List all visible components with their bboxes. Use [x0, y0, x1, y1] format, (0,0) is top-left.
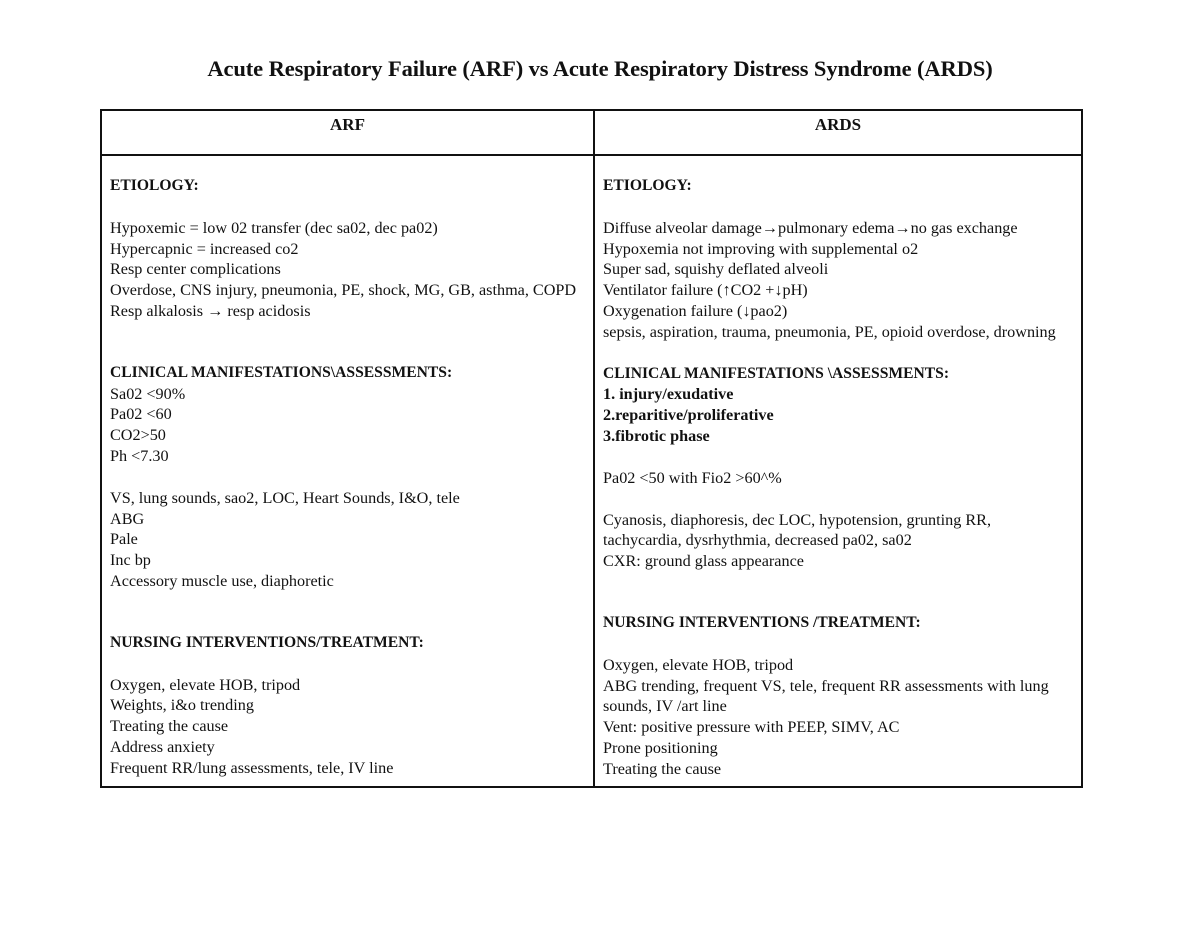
arf-assessment-item: Pale	[110, 530, 138, 549]
arf-etiology-item: Resp center complications	[110, 260, 281, 279]
ards-etiology-item: Hypoxemia not improving with supplemental o2	[603, 239, 919, 258]
arf-nursing-item: Address anxiety	[110, 737, 215, 756]
ards-clinical-sign: CXR: ground glass appearance	[603, 552, 804, 571]
ards-nursing-item: Prone positioning	[603, 738, 718, 757]
arf-etiology-item: Overdose, CNS injury, pneumonia, PE, shock, MG, GB, asthma, COPD	[110, 281, 577, 300]
arf-clinical-value: Ph <7.30	[110, 446, 169, 465]
ards-nursing-item: Oxygen, elevate HOB, tripod	[603, 655, 794, 674]
arf-clinical-value: Sa02 <90%	[110, 384, 186, 403]
ards-nursing-item: ABG trending, frequent VS, tele, frequent RR assessments with lung sounds, IV /art line	[603, 676, 1049, 716]
ards-etiology-item: Ventilator failure (↑CO2 +↓pH)	[603, 281, 808, 300]
arf-nursing-heading: NURSING INTERVENTIONS/TREATMENT:	[110, 633, 424, 651]
arf-assessment-item: Inc bp	[110, 551, 151, 570]
arf-clinical-heading: CLINICAL MANIFESTATIONS\ASSESSMENTS:	[110, 363, 453, 381]
ards-nursing-item: Treating the cause	[603, 759, 722, 778]
arf-assessment-item: ABG	[110, 509, 145, 528]
column-header-ards: ARDS	[594, 110, 1082, 155]
ards-pa02-criteria: Pa02 <50 with Fio2 >60^%	[603, 468, 782, 487]
arf-assessment-item: Accessory muscle use, diaphoretic	[110, 571, 334, 590]
ards-etiology-heading: ETIOLOGY:	[603, 177, 692, 194]
ards-cell	[594, 155, 1082, 787]
arf-etiology-item: Hypercapnic = increased co2	[110, 239, 299, 258]
ards-phase-item: 3.fibrotic phase	[603, 426, 710, 445]
arf-clinical-value: Pa02 <60	[110, 405, 172, 424]
comparison-table	[100, 109, 1083, 788]
ards-phase-item: 1. injury/exudative	[603, 385, 734, 404]
column-header-arf: ARF	[101, 110, 594, 155]
arf-nursing-item: Oxygen, elevate HOB, tripod	[110, 675, 301, 694]
ards-etiology-item: Diffuse alveolar damage→pulmonary edema→no gas exchange	[603, 218, 1018, 237]
ards-phase-item: 2.reparitive/proliferative	[603, 406, 774, 425]
ards-etiology-item: sepsis, aspiration, trauma, pneumonia, PE, opioid overdose, drowning	[603, 322, 1056, 341]
ards-clinical-sign: Cyanosis, diaphoresis, dec LOC, hypotension, grunting RR, tachycardia, dysrhythmia, decreased pa02, sa02	[603, 510, 992, 550]
page-title: Acute Respiratory Failure (ARF) vs Acute Respiratory Distress Syndrome (ARDS)	[207, 56, 993, 81]
ards-clinical-heading: CLINICAL MANIFESTATIONS \ASSESSMENTS:	[603, 364, 950, 382]
arf-clinical-value: CO2>50	[110, 426, 166, 445]
arf-etiology-item: Hypoxemic = low 02 transfer (dec sa02, dec pa02)	[110, 218, 438, 237]
arf-nursing-item: Frequent RR/lung assessments, tele, IV line	[110, 758, 394, 777]
ards-nursing-heading: NURSING INTERVENTIONS /TREATMENT:	[603, 613, 921, 631]
arf-nursing-item: Treating the cause	[110, 717, 229, 736]
header-row	[101, 110, 1082, 155]
ards-etiology-item: Super sad, squishy deflated alveoli	[603, 260, 829, 279]
content-row	[101, 155, 1082, 787]
ards-etiology-item: Oxygenation failure (↓pao2)	[603, 301, 788, 320]
arf-cell	[101, 155, 594, 787]
arf-nursing-item: Weights, i&o trending	[110, 696, 254, 715]
arf-etiology-heading: ETIOLOGY:	[110, 177, 199, 194]
arf-assessment-item: VS, lung sounds, sao2, LOC, Heart Sounds, I&O, tele	[110, 488, 460, 507]
arf-etiology-item: Resp alkalosis → resp acidosis	[110, 301, 311, 320]
ards-nursing-item: Vent: positive pressure with PEEP, SIMV, AC	[603, 718, 900, 737]
